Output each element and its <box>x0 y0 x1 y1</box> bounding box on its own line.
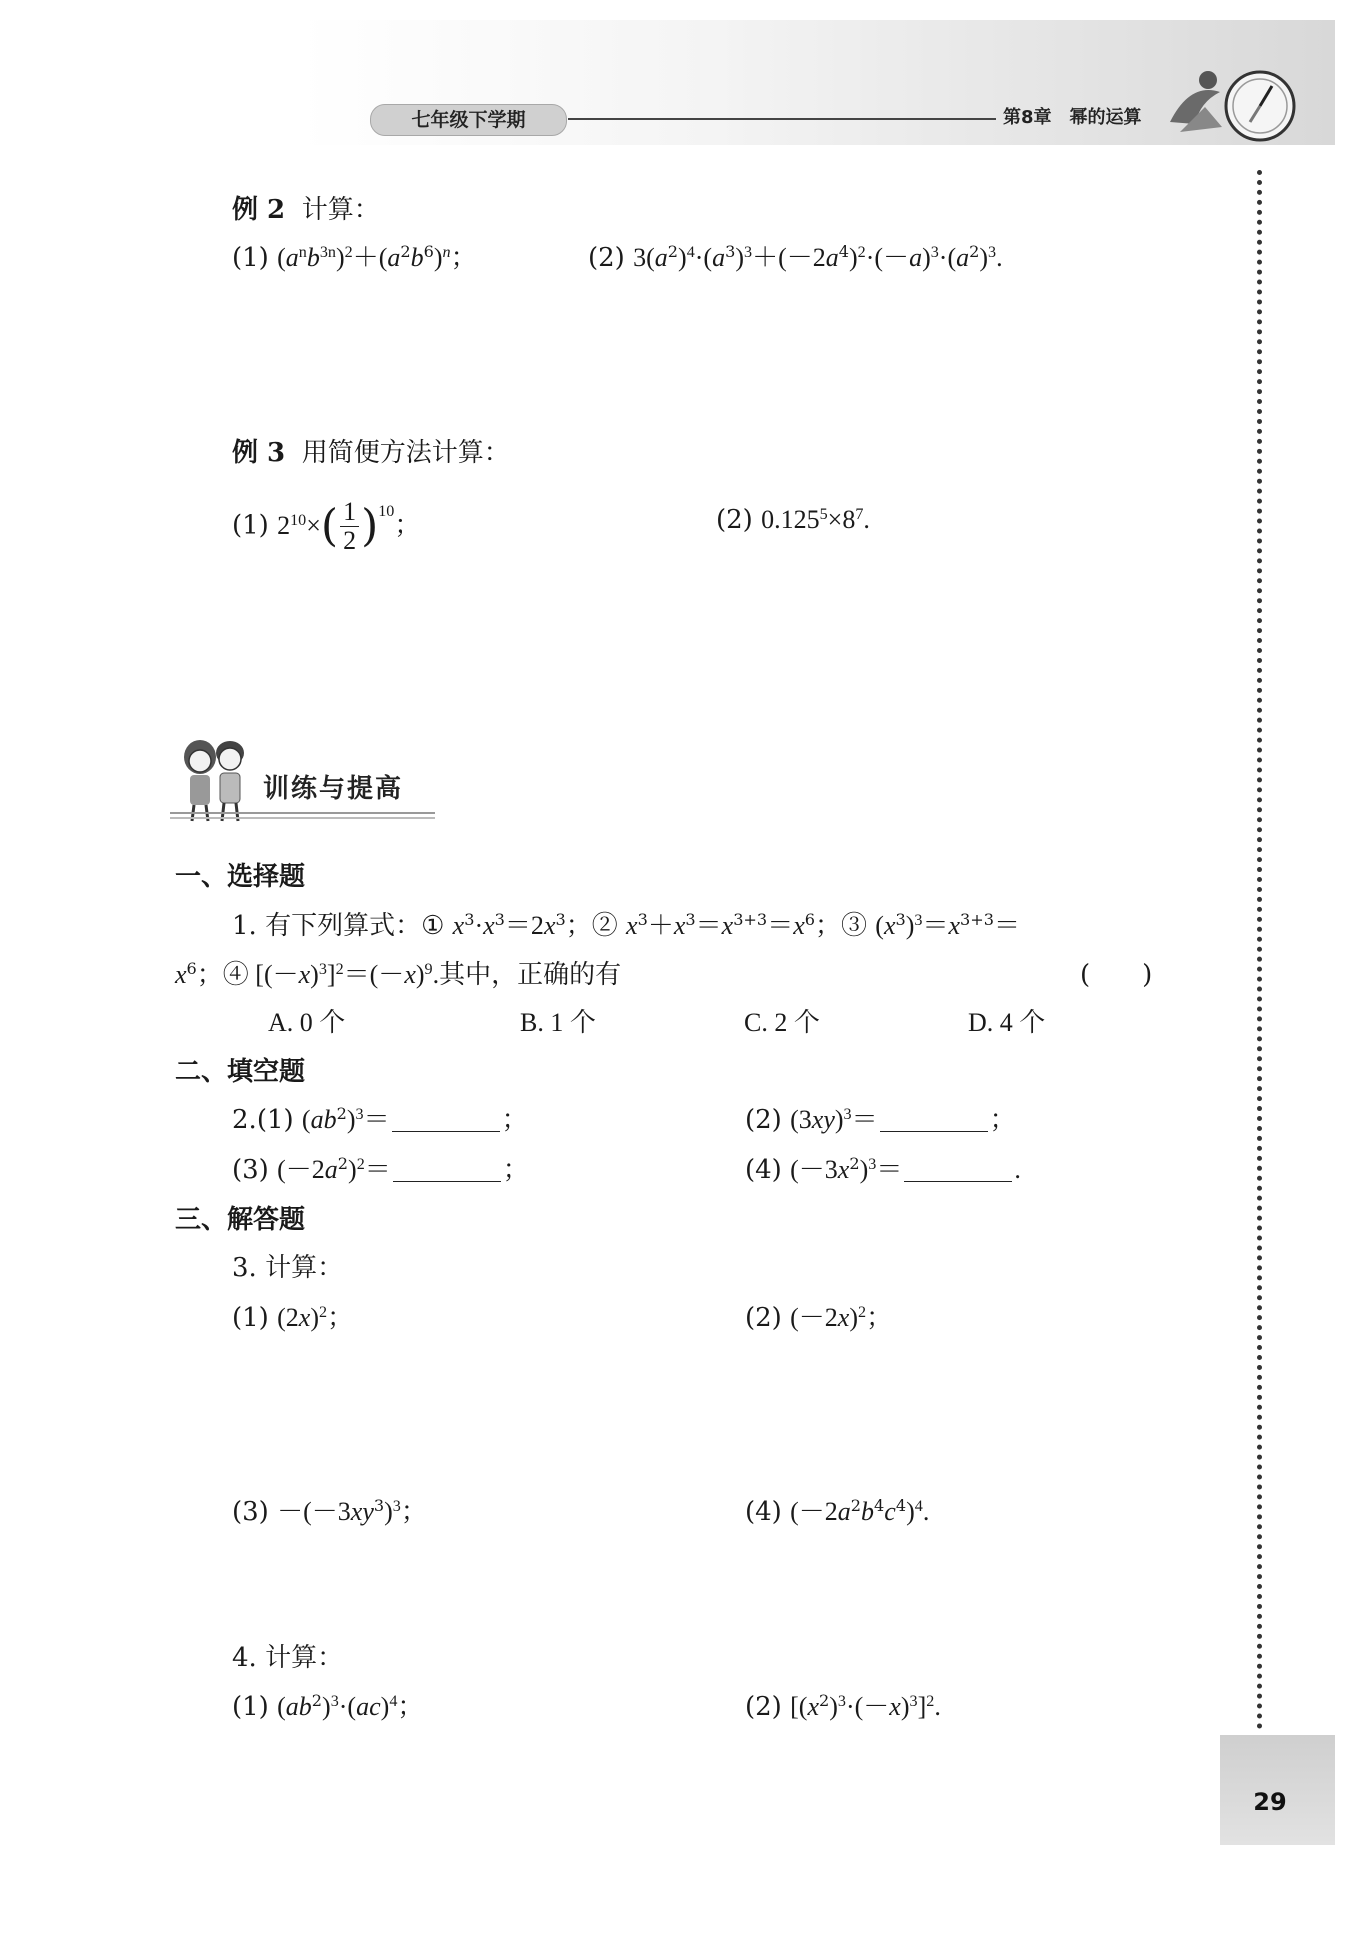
part-number: (3) <box>232 1497 269 1527</box>
example-2-title: 计算： <box>301 195 380 225</box>
question-2-item-4: (4) $(-3x^2)^3=$ . <box>745 1154 1021 1185</box>
margin-dotted-rule <box>1257 170 1262 1730</box>
part-number: (2) <box>745 1692 782 1722</box>
example-3-part-1: (1) $2^{10}\times$( $\frac{1}{2}$ )$^{10}$； <box>232 497 421 555</box>
question-2-item-1: 2.(1) $(ab^2)^3=$ ； <box>232 1104 528 1135</box>
question-1-tail: 其中，正确的有 <box>439 960 622 990</box>
example-2-heading <box>232 190 380 230</box>
page-number: 29 <box>1253 1788 1287 1816</box>
part-number: (1) <box>232 1303 269 1333</box>
question-3-item-4: (4) $(-2a^2b^4c^4)^4$. <box>745 1496 930 1527</box>
question-3-item-2: (2) $(-2x)^2$； <box>745 1303 893 1333</box>
part-2-heading: 二、填空题 <box>175 1057 306 1087</box>
question-1-line-1: 1. 有下列算式：① $x^3\cdot x^3=2x^3$；② $x^3+x^3=x^{3+3}=x^6$；③ $(x^3)^3=x^{3+3}=$ <box>232 910 1021 941</box>
question-2-number: 2. <box>232 1105 257 1135</box>
answer-blank[interactable] <box>904 1155 1012 1182</box>
part-number: (1) <box>232 510 269 541</box>
question-1-intro: 1. 有下列算式： <box>232 911 422 941</box>
example-3-part-2: (2) $0.125^5\times 8^7$. <box>716 505 870 535</box>
part-number: (4) <box>745 1155 782 1185</box>
part-number: (2) <box>588 243 625 273</box>
example-2-label: 例 2 <box>232 195 286 225</box>
option-c: C. 2 个 <box>744 1008 820 1037</box>
question-4-title: 4. 计算： <box>232 1643 344 1673</box>
part-number: (1) <box>256 1105 294 1135</box>
question-4-item-1: (1) $(ab^2)^3\cdot(ac)^4$； <box>232 1691 424 1722</box>
compass-runner-icon <box>1160 62 1300 148</box>
question-3-item-3: $(3) -(-3xy^3)^3$； <box>232 1496 427 1527</box>
part-number: (1) <box>232 1692 269 1722</box>
question-1-line-2: $x^6$；④ $[(-x)^3]^2=(-x)^9$.其中，正确的有 <box>175 959 622 990</box>
answer-blank[interactable] <box>392 1105 500 1132</box>
answer-blank[interactable] <box>393 1155 501 1182</box>
option-a: A. 0 个 <box>268 1008 346 1037</box>
part-number: (3) <box>232 1155 269 1185</box>
example-3-label: 例 3 <box>232 438 286 468</box>
part-number: (2) <box>745 1303 782 1333</box>
option-d: D. 4 个 <box>968 1008 1046 1037</box>
answer-blank[interactable] <box>880 1105 988 1132</box>
part-3-heading: 三、解答题 <box>175 1205 306 1235</box>
section-title: 训练与提高 <box>263 774 404 804</box>
chapter-title: 第8章 幂的运算 <box>1003 107 1142 128</box>
answer-paren: ( ) <box>1080 960 1153 990</box>
part-number: (2) <box>745 1105 782 1135</box>
part-number: (2) <box>716 505 753 535</box>
part-number: (4) <box>745 1497 782 1527</box>
decimal-base: 0.125 <box>761 505 820 534</box>
question-3-title: 3. 计算： <box>232 1253 344 1283</box>
question-2-item-3: (3) $(-2a^2)^2=$ ； <box>232 1154 529 1185</box>
header-rule <box>568 118 996 120</box>
part-1-heading: 一、选择题 <box>175 862 306 892</box>
example-3-heading <box>232 433 510 473</box>
example-2-part-1: (1) $(a^nb^{3n})^2+(a^2b^6)^n$； <box>232 242 477 273</box>
question-3-item-1: (1) $(2x)^2$； <box>232 1303 354 1333</box>
question-4-item-2: (2) $[(x^2)^3\cdot(-x)^3]^2$. <box>745 1691 941 1722</box>
example-3-title: 用简便方法计算： <box>301 438 510 468</box>
part-number: (1) <box>232 243 269 273</box>
option-b: B. 1 个 <box>520 1008 596 1037</box>
grade-label: 七年级下学期 <box>370 104 567 136</box>
question-2-item-2: (2) $(3xy)^3=$ ； <box>745 1105 1016 1135</box>
example-2-part-2: (2) $3(a^2)^4\cdot(a^3)^3+(-2a^4)^2\cdot(-a)^3\cdot(a^2)^3$. <box>588 242 1003 273</box>
